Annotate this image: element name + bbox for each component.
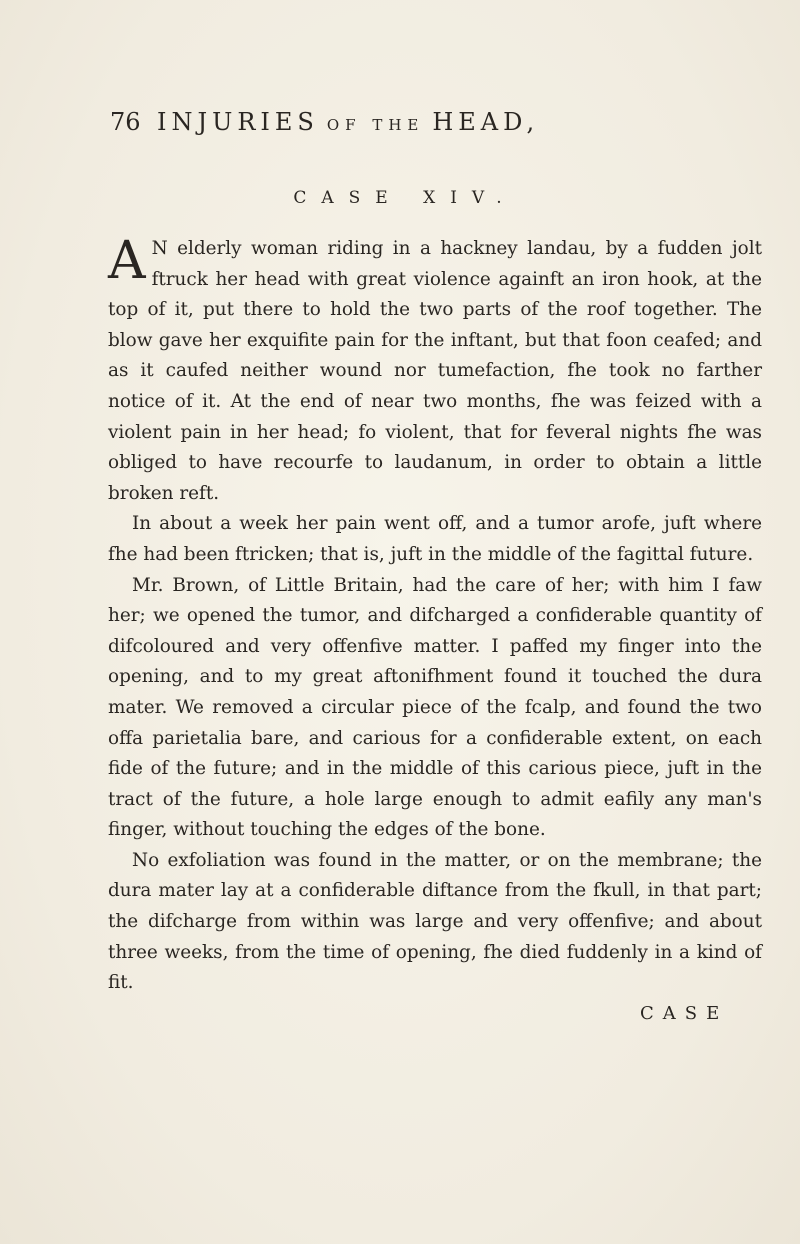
- running-head-title: [157, 108, 539, 136]
- body-text: [108, 231, 762, 999]
- running-head-title-part2: HEAD,: [432, 108, 540, 136]
- catchword: CASE: [640, 1003, 729, 1024]
- running-head-title-part1: INJURIES: [157, 108, 319, 136]
- drop-cap: A: [108, 231, 146, 291]
- paragraph-1-text: N elderly woman riding in a hackney landau, by a fudden jolt ftruck her head with great violence againft an iron hook, at the top of it, put there to hold the two parts of the roof together. The blow gave her exquifite pain for the inftant, but that foon ceafed; and as it caufed neither wound nor tumefaction, fhe took no farther notice of it. At the end of near two months, fhe was feized with a violent pain in her head; fo violent, that for feveral nights fhe was obliged to have recourfe to laudanum, in order to obtain a little broken reft.: [108, 238, 762, 504]
- running-head-title-of: OF THE: [326, 116, 425, 134]
- paragraph-3: Mr. Brown, of Little Britain, had the care of her; with him I faw her; we opened the tumor, and difcharged a confiderable quantity of difcoloured and very offenfive matter. I paffed my finger into the opening, and to my great aftonifhment found it touched the dura mater. We removed a circular piece of the fcalp, and found the two offa parietalia bare, and carious for a confiderable extent, on each fide of the future; and in the middle of this carious piece, juft in the tract of the future, a hole large enough to admit eafily any man's finger, without touching the edges of the bone.: [108, 574, 762, 841]
- paragraph-2: In about a week her pain went off, and a tumor arofe, juft where fhe had been ftricken; that is, juft in the middle of the fagittal future.: [108, 513, 762, 565]
- case-heading: CASE XIV.: [293, 188, 517, 208]
- paragraph-1: [108, 231, 762, 509]
- page-number: 76: [110, 108, 141, 136]
- paragraph-4: No exfoliation was found in the matter, or on the membrane; the dura mater lay at a confiderable diftance from the fkull, in that part; the difcharge from within was large and very offenfive; and about three weeks, from the time of opening, fhe died fuddenly in a kind of fit.: [108, 849, 762, 994]
- running-head: [110, 108, 730, 140]
